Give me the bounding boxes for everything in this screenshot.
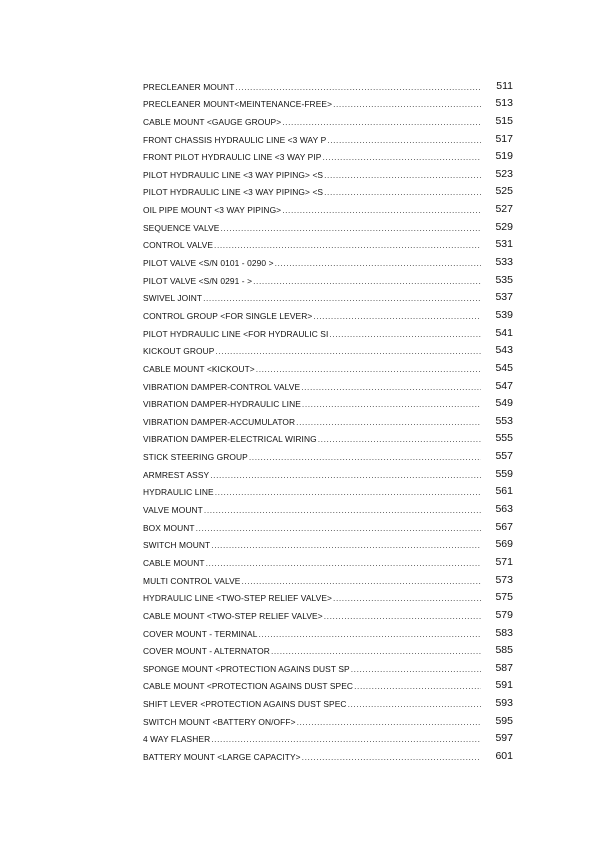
dot-leader (324, 611, 481, 621)
dot-leader (203, 293, 481, 303)
toc-entry-title: VIBRATION DAMPER-HYDRAULIC LINE (143, 399, 301, 410)
toc-entry-page-number: 571 (495, 555, 513, 568)
toc-entry-title: SWIVEL JOINT (143, 293, 203, 304)
dot-leader (206, 558, 481, 568)
toc-entry[interactable] (143, 639, 513, 657)
dot-leader (271, 646, 481, 656)
dot-leader (301, 382, 481, 392)
toc-entry-page-number: 557 (495, 450, 513, 463)
toc-entry-title: SWITCH MOUNT <BATTERY ON/OFF> (143, 716, 296, 727)
toc-entry-title: STICK STEERING GROUP (143, 452, 248, 463)
dot-leader (313, 311, 481, 321)
dot-leader (211, 734, 481, 744)
toc-entry-title: SWITCH MOUNT (143, 540, 211, 551)
toc-entry-title: BATTERY MOUNT <LARGE CAPACITY> (143, 751, 301, 762)
toc-entry-page-number: 523 (495, 167, 513, 180)
toc-entry-title: CABLE MOUNT <GAUGE GROUP> (143, 116, 282, 127)
dot-leader (302, 752, 481, 762)
toc-entry-title: HYDRAULIC LINE (143, 487, 214, 498)
toc-entry[interactable] (143, 550, 513, 568)
dot-leader (210, 470, 481, 480)
toc-entry-page-number: 563 (495, 503, 513, 516)
dot-leader (324, 187, 481, 197)
toc-entry[interactable] (143, 568, 513, 586)
dot-leader (256, 364, 481, 374)
toc-entry-title: SHIFT LEVER <PROTECTION AGAINS DUST SPEC (143, 699, 347, 710)
toc-entry[interactable] (143, 515, 513, 533)
toc-entry-title: PILOT VALVE <S/N 0291 - > (143, 275, 253, 286)
toc-entry-page-number: 593 (495, 697, 513, 710)
toc-entry-page-number: 579 (495, 608, 513, 621)
toc-entry[interactable] (143, 603, 513, 621)
dot-leader (351, 664, 481, 674)
toc-entry-page-number: 567 (495, 520, 513, 533)
toc-entry-page-number: 515 (495, 114, 513, 127)
dot-leader (214, 240, 481, 250)
toc-entry-page-number: 531 (495, 238, 513, 251)
toc-entry[interactable] (143, 180, 513, 198)
toc-entry-page-number: 555 (495, 432, 513, 445)
toc-entry-title: ARMREST ASSY (143, 469, 210, 480)
toc-entry-page-number: 553 (495, 414, 513, 427)
toc-entry[interactable] (143, 250, 513, 268)
dot-leader (241, 576, 481, 586)
dot-leader (318, 434, 481, 444)
toc-entry-page-number: 547 (495, 379, 513, 392)
dot-leader (259, 629, 482, 639)
toc-entry-title: OIL PIPE MOUNT <3 WAY PIPING> (143, 205, 282, 216)
toc-entry[interactable] (143, 321, 513, 339)
toc-entry-title: 4 WAY FLASHER (143, 734, 211, 745)
toc-entry-page-number: 549 (495, 397, 513, 410)
toc-entry-page-number: 517 (495, 132, 513, 145)
dot-leader (333, 593, 481, 603)
dot-leader (324, 170, 481, 180)
dot-leader (211, 540, 481, 550)
toc-entry-page-number: 561 (495, 485, 513, 498)
dot-leader (235, 82, 481, 92)
toc-entry-title: CABLE MOUNT <TWO-STEP RELIEF VALVE> (143, 610, 323, 621)
table-of-contents (143, 74, 513, 762)
toc-entry-title: SEQUENCE VALVE (143, 222, 220, 233)
toc-entry-title: PRECLEANER MOUNT<MEINTENANCE-FREE> (143, 99, 333, 110)
dot-leader (249, 452, 481, 462)
toc-entry[interactable] (143, 162, 513, 180)
toc-entry[interactable] (143, 621, 513, 639)
toc-entry[interactable] (143, 286, 513, 304)
toc-entry[interactable] (143, 497, 513, 515)
dot-leader (215, 487, 481, 497)
dot-leader (333, 99, 481, 109)
toc-entry-title: VIBRATION DAMPER-ACCUMULATOR (143, 416, 296, 427)
toc-entry-title: COVER MOUNT - TERMINAL (143, 628, 258, 639)
toc-entry-title: PILOT HYDRAULIC LINE <3 WAY PIPING> <S (143, 169, 324, 180)
toc-entry-page-number: 601 (495, 749, 513, 762)
toc-entry[interactable] (143, 215, 513, 233)
toc-entry[interactable] (143, 145, 513, 163)
toc-entry-page-number: 513 (495, 97, 513, 110)
toc-entry[interactable] (143, 674, 513, 692)
toc-entry-page-number: 529 (495, 220, 513, 233)
toc-entry-title: BOX MOUNT (143, 522, 195, 533)
toc-entry-page-number: 537 (495, 291, 513, 304)
dot-leader (297, 717, 481, 727)
toc-entry-page-number: 595 (495, 714, 513, 727)
toc-entry-page-number: 511 (496, 79, 513, 92)
toc-entry[interactable] (143, 691, 513, 709)
toc-entry[interactable] (143, 356, 513, 374)
toc-entry-title: VALVE MOUNT (143, 505, 203, 516)
dot-leader (196, 523, 481, 533)
dot-leader (221, 223, 482, 233)
toc-entry-page-number: 525 (495, 185, 513, 198)
toc-entry[interactable] (143, 197, 513, 215)
toc-entry-page-number: 597 (495, 732, 513, 745)
toc-entry-title: VIBRATION DAMPER-ELECTRICAL WIRING (143, 434, 317, 445)
toc-entry-page-number: 569 (495, 538, 513, 551)
toc-entry[interactable] (143, 127, 513, 145)
toc-entry-title: PRECLEANER MOUNT (143, 81, 235, 92)
dot-leader (327, 135, 481, 145)
dot-leader (329, 329, 481, 339)
dot-leader (282, 205, 481, 215)
toc-entry[interactable] (143, 303, 513, 321)
toc-entry[interactable] (143, 392, 513, 410)
dot-leader (322, 152, 481, 162)
toc-entry[interactable] (143, 533, 513, 551)
toc-entry-page-number: 541 (495, 326, 513, 339)
toc-entry-title: KICKOUT GROUP (143, 346, 215, 357)
toc-entry-page-number: 559 (495, 467, 513, 480)
toc-entry-page-number: 527 (495, 203, 513, 216)
toc-entry-title: CONTROL VALVE (143, 240, 214, 251)
toc-entry-title: CABLE MOUNT <PROTECTION AGAINS DUST SPEC (143, 681, 354, 692)
dot-leader (215, 346, 481, 356)
toc-entry[interactable] (143, 744, 513, 762)
toc-entry-title: COVER MOUNT - ALTERNATOR (143, 646, 270, 657)
toc-entry-title: MULTI CONTROL VALVE (143, 575, 241, 586)
toc-entry-page-number: 591 (495, 679, 513, 692)
dot-leader (354, 681, 481, 691)
toc-entry[interactable] (143, 268, 513, 286)
toc-entry[interactable] (143, 444, 513, 462)
toc-entry-page-number: 543 (495, 344, 513, 357)
toc-entry[interactable] (143, 92, 513, 110)
toc-entry-title: PILOT VALVE <S/N 0101 - 0290 > (143, 258, 274, 269)
toc-entry-page-number: 519 (495, 150, 513, 163)
toc-entry[interactable] (143, 480, 513, 498)
dot-leader (302, 399, 481, 409)
toc-entry[interactable] (143, 109, 513, 127)
toc-entry-title: PILOT HYDRAULIC LINE <FOR HYDRAULIC SI (143, 328, 329, 339)
toc-entry-page-number: 585 (495, 644, 513, 657)
toc-entry[interactable] (143, 586, 513, 604)
toc-entry[interactable] (143, 339, 513, 357)
toc-entry[interactable] (143, 462, 513, 480)
toc-entry-title: FRONT PILOT HYDRAULIC LINE <3 WAY PIP (143, 152, 322, 163)
toc-entry-title: HYDRAULIC LINE <TWO-STEP RELIEF VALVE> (143, 593, 333, 604)
toc-entry[interactable] (143, 374, 513, 392)
toc-entry-title: CONTROL GROUP <FOR SINGLE LEVER> (143, 310, 313, 321)
toc-entry[interactable] (143, 74, 513, 92)
toc-entry[interactable] (143, 427, 513, 445)
toc-entry-page-number: 573 (495, 573, 513, 586)
toc-entry-page-number: 535 (495, 273, 513, 286)
dot-leader (253, 276, 481, 286)
toc-entry[interactable] (143, 709, 513, 727)
dot-leader (296, 417, 481, 427)
toc-entry-title: PILOT HYDRAULIC LINE <3 WAY PIPING> <S (143, 187, 324, 198)
dot-leader (204, 505, 481, 515)
dot-leader (282, 117, 481, 127)
toc-entry-page-number: 533 (495, 256, 513, 269)
toc-entry-page-number: 583 (495, 626, 513, 639)
toc-entry-page-number: 539 (495, 308, 513, 321)
toc-entry-title: FRONT CHASSIS HYDRAULIC LINE <3 WAY P (143, 134, 327, 145)
toc-entry-title: SPONGE MOUNT <PROTECTION AGAINS DUST SP (143, 663, 350, 674)
toc-entry[interactable] (143, 409, 513, 427)
toc-entry-title: VIBRATION DAMPER-CONTROL VALVE (143, 381, 301, 392)
dot-leader (348, 699, 481, 709)
toc-entry-title: CABLE MOUNT (143, 557, 205, 568)
toc-entry[interactable] (143, 656, 513, 674)
toc-entry-page-number: 587 (495, 661, 513, 674)
toc-entry-page-number: 545 (495, 361, 513, 374)
toc-entry[interactable] (143, 233, 513, 251)
toc-entry-page-number: 575 (495, 591, 513, 604)
dot-leader (275, 258, 481, 268)
toc-entry-title: CABLE MOUNT <KICKOUT> (143, 363, 255, 374)
toc-entry[interactable] (143, 727, 513, 745)
